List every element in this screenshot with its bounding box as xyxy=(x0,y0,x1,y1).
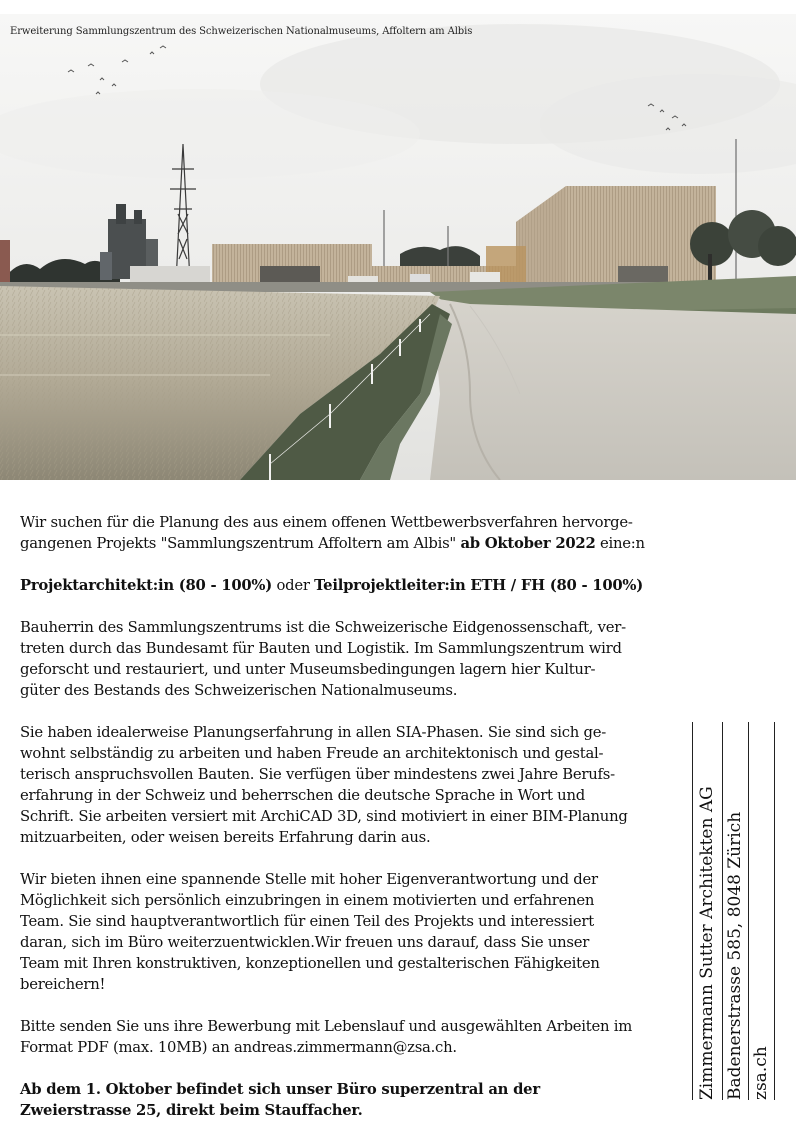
start-date: ab Oktober 2022 xyxy=(460,535,596,552)
sidebar-rule xyxy=(748,722,749,1100)
sidebar-rule xyxy=(692,722,693,1100)
apply-paragraph xyxy=(20,1016,700,1058)
profile-paragraph xyxy=(20,722,700,848)
client-line: Bauherrin des Sammlungszentrums ist die Schweizerische Eidgenossenschaft, ver- xyxy=(20,619,626,636)
company-name: Zimmermann Sutter Architekten AG xyxy=(697,786,717,1100)
apply-line: Bitte senden Sie uns ihre Bewerbung mit Lebenslauf und ausgewählten Arbeiten im xyxy=(20,1018,632,1035)
client-line: geforscht und restauriert, und unter Museumsbedingungen lagern hier Kultur- xyxy=(20,661,596,678)
notice-line: Ab dem 1. Oktober befindet sich unser Büro superzentral an der xyxy=(20,1081,540,1098)
sidebar-rule xyxy=(774,722,775,1100)
offer-line: Team. Sie sind hauptverantwortlich für einen Teil des Projekts und interessiert xyxy=(20,913,594,930)
role-architect: Projektarchitekt:in (80 - 100%) xyxy=(20,577,272,594)
hero-caption: Erweiterung Sammlungszentrum des Schweizerischen Nationalmuseums, Affoltern am Albis xyxy=(10,26,473,37)
offer-line: Wir bieten ihnen eine spannende Stelle mit hoher Eigenverantwortung und der xyxy=(20,871,598,888)
profile-line: erfahrung in der Schweiz und beherrschen die deutsche Sprache in Wort und xyxy=(20,787,585,804)
job-posting-body xyxy=(20,512,700,1121)
profile-line: Sie haben idealerweise Planungserfahrung in allen SIA-Phasen. Sie sind sich ge- xyxy=(20,724,607,741)
company-address: Badenerstrasse 585, 8048 Zürich xyxy=(725,811,745,1100)
apply-line: Format PDF (max. 10MB) an andreas.zimmermann@zsa.ch. xyxy=(20,1039,457,1056)
offer-line: daran, sich im Büro weiterzuentwicklen.Wir freuen uns darauf, dass Sie unser xyxy=(20,934,590,951)
notice-paragraph xyxy=(20,1079,700,1121)
hero-landscape-image xyxy=(0,14,796,480)
offer-line: Möglichkeit sich persönlich einzubringen in einem motivierten und erfahrenen xyxy=(20,892,595,909)
intro-line-2 xyxy=(20,533,700,554)
role-project-lead: Teilprojektleiter:in ETH / FH (80 - 100%) xyxy=(314,577,643,594)
role-connector: oder xyxy=(271,577,315,594)
intro-line-1: Wir suchen für die Planung des aus einem offenen Wettbewerbsverfahren hervorge- xyxy=(20,514,633,531)
positions-line xyxy=(20,575,700,596)
profile-line: Schrift. Sie arbeiten versiert mit ArchiCAD 3D, sind motiviert in einer BIM-Planung xyxy=(20,808,628,825)
profile-line: terisch anspruchsvollen Bauten. Sie verfügen über mindestens zwei Jahre Berufs- xyxy=(20,766,615,783)
company-website[interactable]: zsa.ch xyxy=(751,1046,771,1100)
client-paragraph xyxy=(20,617,700,701)
positions-paragraph xyxy=(20,575,700,596)
intro-text: gangenen Projekts "Sammlungszentrum Affoltern am Albis" xyxy=(20,535,461,552)
notice-line: Zweierstrasse 25, direkt beim Stauffacher. xyxy=(20,1102,363,1119)
intro-suffix: eine:n xyxy=(595,535,645,552)
profile-line: mitzuarbeiten, oder weisen bereits Erfahrung darin aus. xyxy=(20,829,431,846)
offer-line: Team mit Ihren konstruktiven, konzeptionellen und gestalterischen Fähigkeiten xyxy=(20,955,600,972)
offer-paragraph xyxy=(20,869,700,995)
hero-rendering xyxy=(0,14,796,480)
profile-line: wohnt selbständig zu arbeiten und haben Freude an architektonisch und gestal- xyxy=(20,745,604,762)
offer-line: bereichern! xyxy=(20,976,106,993)
client-line: güter des Bestands des Schweizerischen Nationalmuseums. xyxy=(20,682,458,699)
client-line: treten durch das Bundesamt für Bauten und Logistik. Im Sammlungszentrum wird xyxy=(20,640,622,657)
intro-paragraph xyxy=(20,512,700,554)
sidebar-rule xyxy=(722,722,723,1100)
